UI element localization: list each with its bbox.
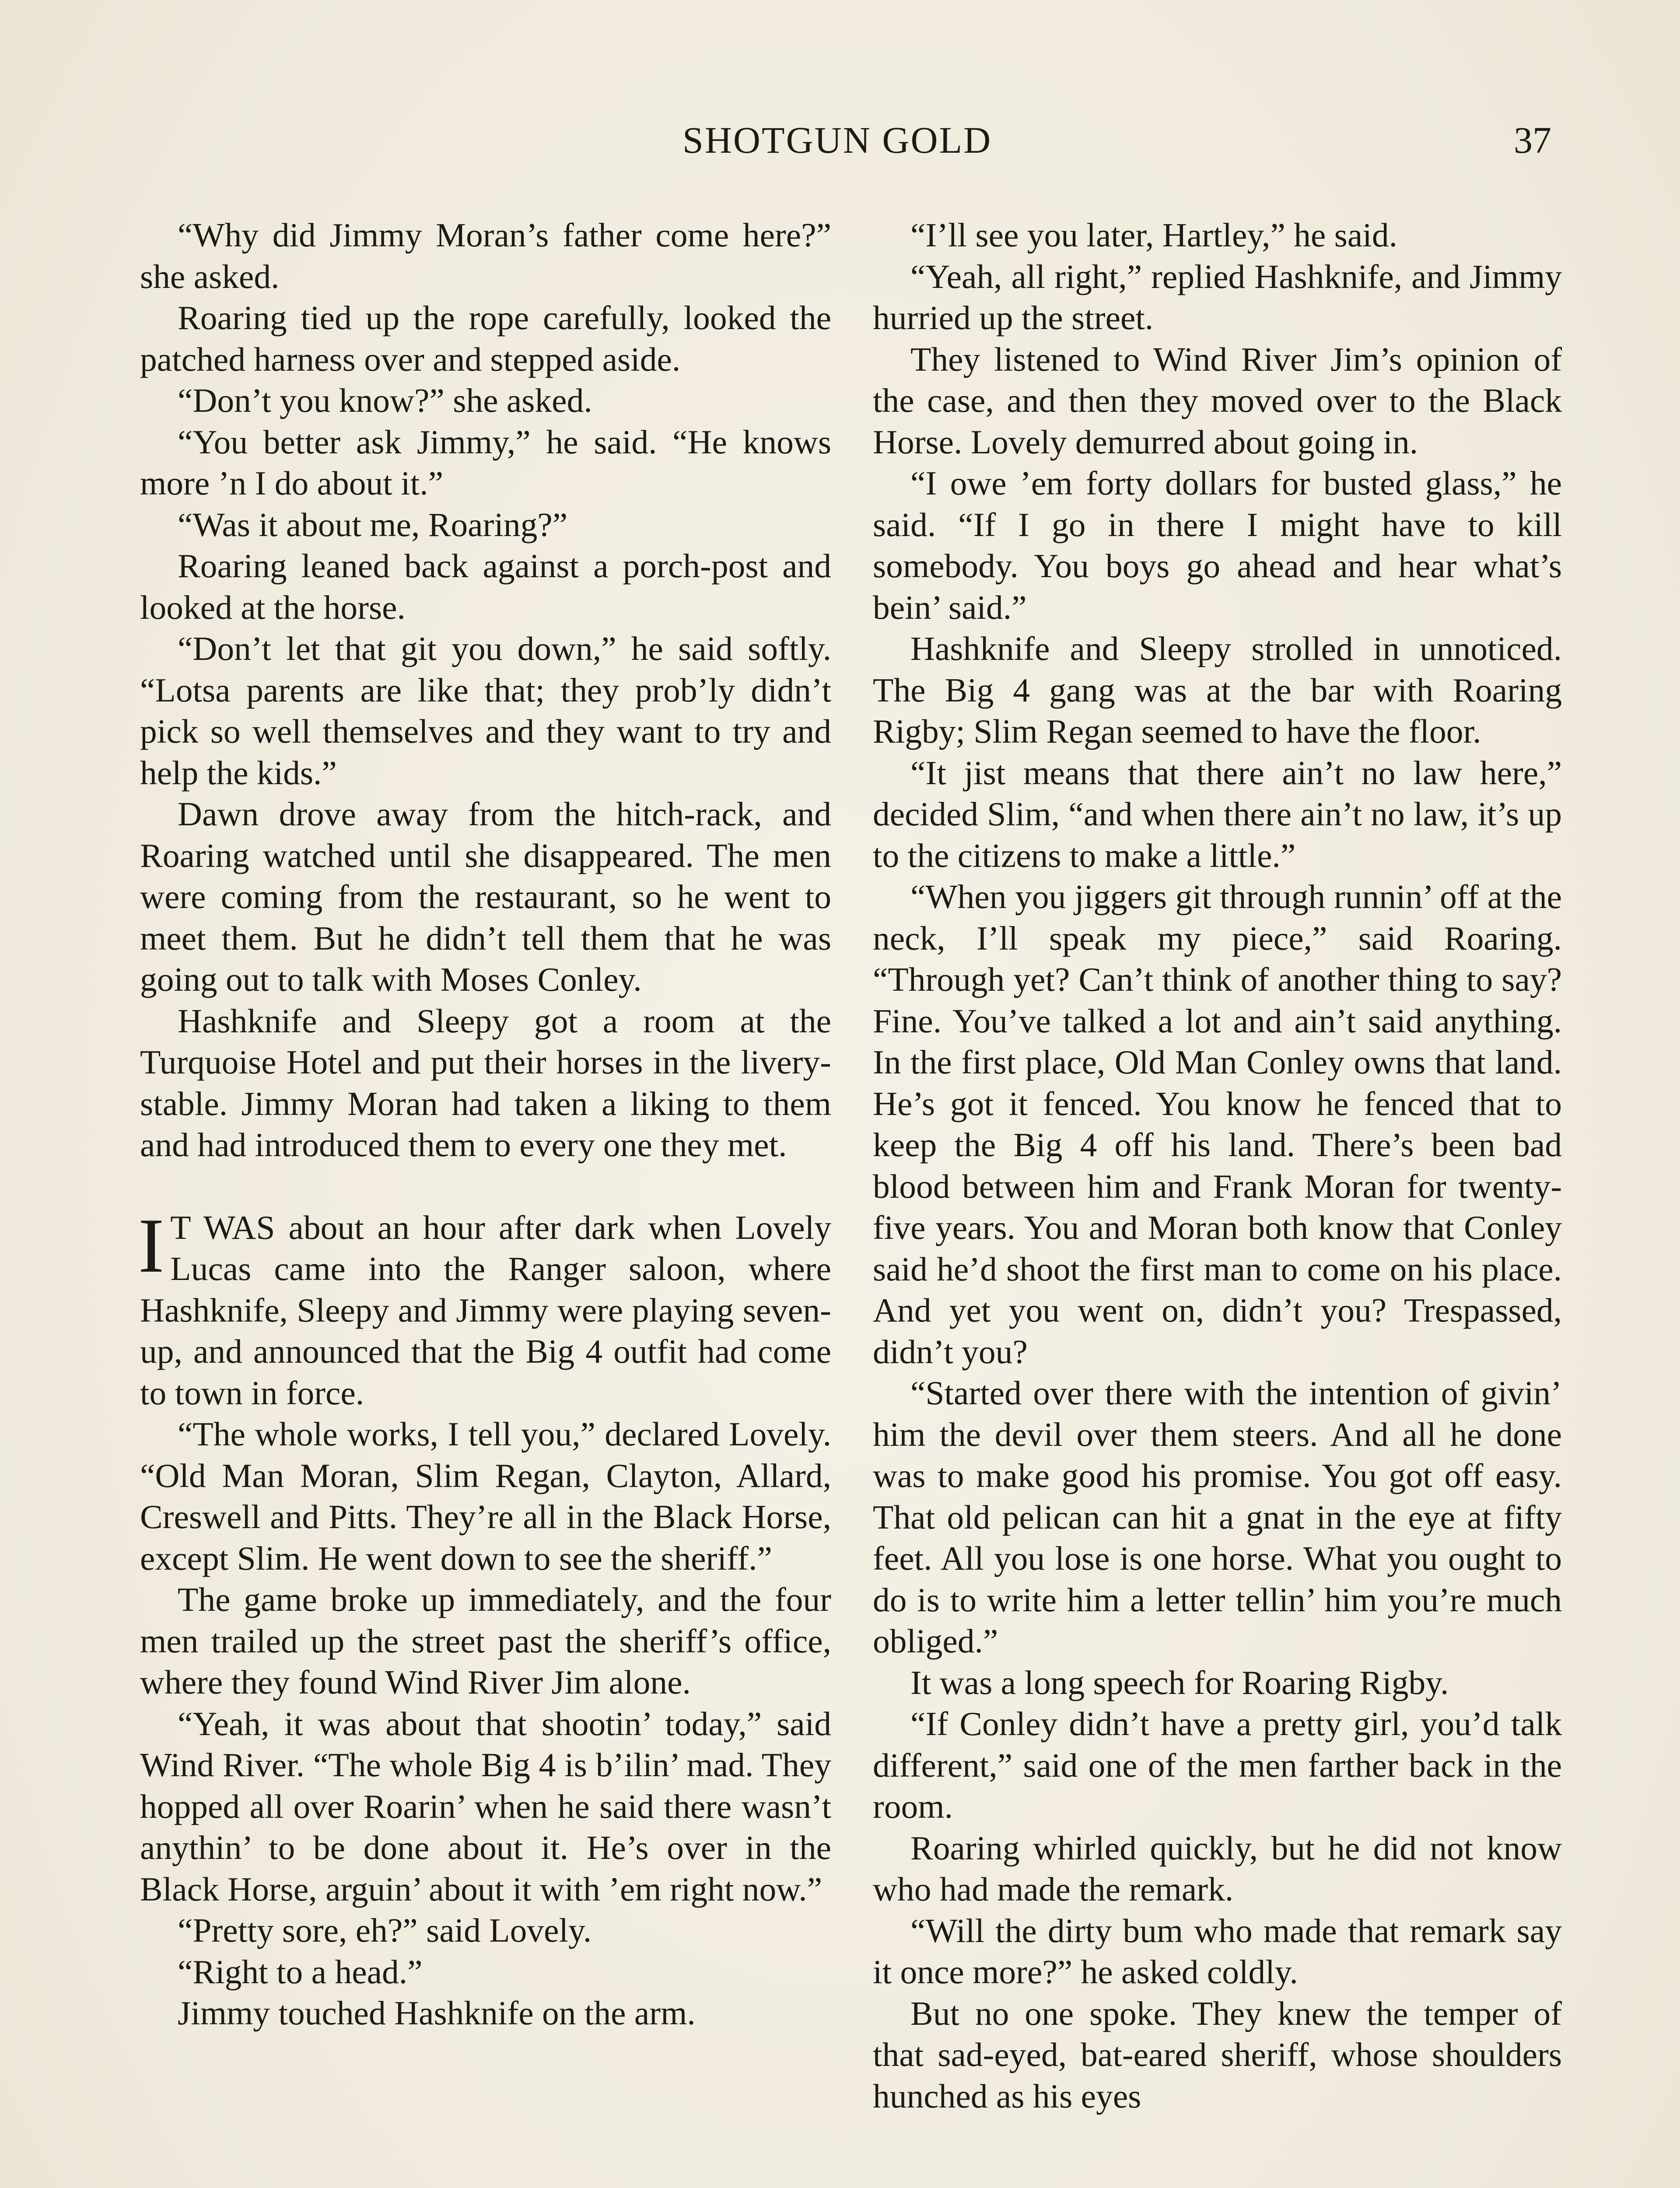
paragraph: “When you jiggers git through runnin’ off at the neck, I’ll speak my piece,” said Roaring. “Through yet? Can’t think of another thing to say? Fine. You’ve talked a lot and ain’t said anything. In the first place, Old Man Conley owns that land. He’s got it fenced. You know he fenced that to keep the Big 4 off his land. There’s been bad blood between him and Frank Moran for twenty-five years. You and Moran both know that Conley said he’d shoot the first man to come on his place. And yet you went on, didn’t you? Trespassed, didn’t you?	[873, 878, 1562, 1371]
paragraph: “Yeah, it was about that shootin’ today,” said Wind River. “The whole Big 4 is b’ilin’ mad. They hopped all over Roarin’ when he said there wasn’t anythin’ to be done about it. He’s over in the Black Horse, arguin’ about it with ’em right now.”	[140, 1704, 831, 1908]
paragraph: Roaring leaned back against a porch-post and looked at the horse.	[140, 547, 831, 626]
paragraph: “Will the dirty bum who made that remark say it once more?” he asked coldly.	[873, 1911, 1562, 1991]
section-opening-paragraph	[138, 1202, 831, 1414]
paragraph: “Yeah, all right,” replied Hashknife, and Jimmy hurried up the street.	[873, 257, 1562, 337]
paragraph: “Started over there with the intention of givin’ him the devil over them steers. And all he done was to make good his promise. You got off easy. That old pelican can hit a gnat in the eye at fifty feet. All you lose is one horse. What you ought to do is to write him a letter tellin’ him you’re much obliged.”	[873, 1374, 1562, 1660]
paragraph: “Pretty sore, eh?” said Lovely.	[178, 1911, 592, 1949]
left-text-column	[140, 214, 831, 2034]
paragraph: “Don’t you know?” she asked.	[178, 382, 592, 419]
drop-cap: I	[138, 1202, 164, 1289]
paragraph: Roaring whirled quickly, but he did not know who had made the remark.	[873, 1829, 1562, 1908]
paragraph: Hashknife and Sleepy got a room at the Turquoise Hotel and put their horses in the livery-stable. Jimmy Moran had taken a liking to them and had introduced them to every one they met.	[140, 1002, 831, 1164]
paragraph: “I’ll see you later, Hartley,” he said.	[910, 216, 1397, 254]
paragraph: “Don’t let that git you down,” he said softly. “Lotsa parents are like that; they prob’ly didn’t pick so well themselves and they want to try and help the kids.”	[140, 630, 831, 792]
paragraph: “If Conley didn’t have a pretty girl, you’d talk different,” said one of the men farther back in the room.	[873, 1705, 1562, 1825]
running-head-title: SHOTGUN GOLD	[682, 119, 992, 161]
paragraph: Roaring tied up the rope carefully, looked the patched harness over and stepped aside.	[140, 299, 831, 378]
paragraph: Dawn drove away from the hitch-rack, and Roaring watched until she disappeared. The men were coming from the restaurant, so he went to meet them. But he didn’t tell them that he was going out to talk with Moses Conley.	[140, 795, 831, 998]
paragraph: They listened to Wind River Jim’s opinion of the case, and then they moved over to the Black Horse. Lovely demurred about going in.	[873, 340, 1562, 461]
paragraph: Jimmy touched Hashknife on the arm.	[178, 1994, 696, 2032]
paragraph: “You better ask Jimmy,” he said. “He knows more ’n I do about it.”	[140, 423, 831, 502]
paragraph: The game broke up immediately, and the four men trailed up the street past the sheriff’s office, where they found Wind River Jim alone.	[140, 1581, 831, 1701]
paragraph: Hashknife and Sleepy strolled in unnoticed. The Big 4 gang was at the bar with Roaring Rigby; Slim Regan seemed to have the floor.	[873, 630, 1562, 750]
paragraph: But no one spoke. They knew the temper of that sad-eyed, bat-eared sheriff, whose shoulders hunched as his eyes	[873, 1994, 1562, 2115]
section-opening-text: T WAS about an hour after dark when Lovely Lucas came into the Ranger saloon, where Hashknife, Sleepy and Jimmy were playing seven-up, and announced that the Big 4 outfit had come to town in force.	[140, 1208, 831, 1412]
right-text-column	[873, 214, 1562, 2117]
paragraph: “I owe ’em forty dollars for busted glass,” he said. “If I go in there I might have to kill somebody. You boys go ahead and hear what’s bein’ said.”	[873, 464, 1562, 626]
paragraph: “Right to a head.”	[178, 1953, 423, 1991]
page-number: 37	[1514, 119, 1551, 161]
paragraph: “Was it about me, Roaring?”	[178, 505, 568, 543]
paragraph: “Why did Jimmy Moran’s father come here?” she asked.	[140, 216, 831, 295]
paragraph: “It jist means that there ain’t no law here,” decided Slim, “and when there ain’t no law, it’s up to the citizens to make a little.”	[873, 754, 1562, 874]
paragraph: It was a long speech for Roaring Rigby.	[910, 1663, 1449, 1701]
paragraph: “The whole works, I tell you,” declared Lovely. “Old Man Moran, Slim Regan, Clayton, Allard, Creswell and Pitts. They’re all in the Black Horse, except Slim. He went down to see the sheriff.”	[140, 1415, 831, 1577]
